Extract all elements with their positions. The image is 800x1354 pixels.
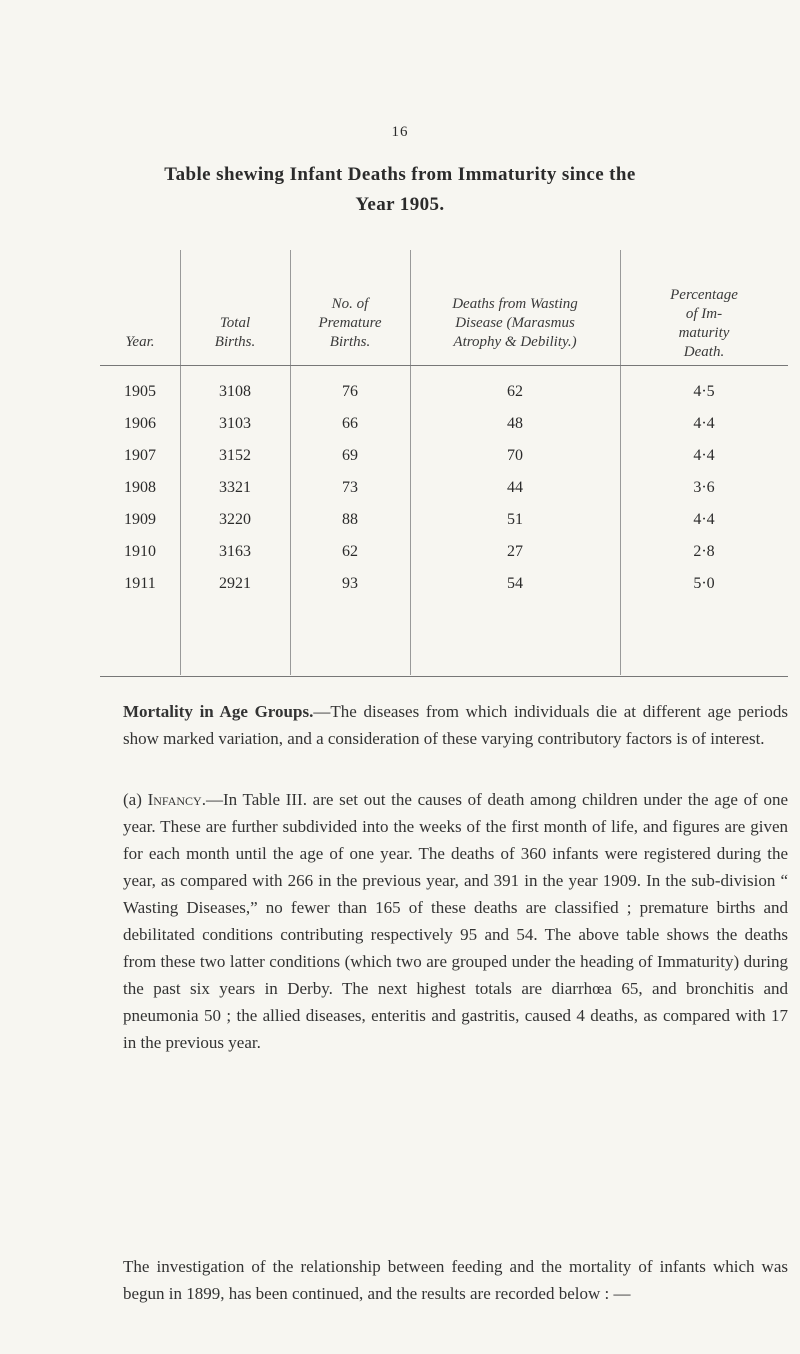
table-title-line-2: Year 1905. — [355, 194, 445, 215]
header-wasting-deaths: Deaths from Wasting Disease (Marasmus Atrophy & Debility.) — [452, 296, 578, 350]
table-row: 1908 3321 73 44 3·6 — [124, 479, 715, 496]
table-row: 1910 3163 62 27 2·8 — [124, 543, 715, 560]
header-year: Year. — [125, 334, 155, 350]
header-rule — [100, 365, 788, 366]
subsection-label: (a) — [123, 790, 148, 809]
table-row: 1909 3220 88 51 4·4 — [124, 511, 715, 528]
header-total-births: Total Births. — [214, 315, 256, 350]
paragraph-infancy — [123, 786, 788, 1056]
table-bottom-rule — [100, 676, 788, 677]
subsection-heading: Infancy. — [147, 790, 206, 809]
header-percentage: Percentage of Im- maturity Death. — [670, 287, 738, 360]
header-premature-births: No. of Premature Births. — [318, 296, 382, 350]
paragraph-text: —The diseases from which individuals die at different age periods show marked variation, and a consideration of these varying contributory factors is of interest. — [123, 702, 788, 748]
paragraph-text: The investigation of the relationship between feeding and the mortality of infants which was begun in 1899, has been continued, and the results are recorded below : — — [123, 1257, 788, 1303]
paragraph-text: —In Table III. are set out the causes of death among children under the age of one year. These are further subdivided into the weeks of the first month of life, and figures are given for each month until the age of one year. The deaths of 360 infants were registered during the year, as compared with 266 in the previous year, and 391 in the year 1909. In the sub-division “ Wasting Diseases,” no fewer than 165 of these deaths are classified ; premature births and debilitated conditions contributing respectively 95 and 54. The above table shows the deaths from these two latter conditions (which two are grouped under the heading of Immaturity) during the past six years in Derby. The next highest totals are diarrhœa 65, and bronchitis and pneumonia 50 ; the allied diseases, enteritis and gastritis, caused 4 deaths, as compared with 17 in the previous year. — [123, 790, 788, 1052]
immaturity-table — [100, 250, 788, 362]
table-title-line-1: Table shewing Infant Deaths from Immaturity since the — [164, 164, 636, 185]
section-heading: Mortality in Age Groups. — [123, 702, 314, 721]
table-row: 1906 3103 66 48 4·4 — [124, 415, 715, 432]
page-number: 16 — [391, 124, 409, 140]
table-header-row — [100, 250, 788, 362]
paragraph-age-groups — [123, 698, 788, 752]
paragraph-feeding — [123, 1253, 788, 1307]
table-row: 1907 3152 69 70 4·4 — [124, 447, 715, 464]
table-title — [0, 160, 800, 220]
table-row: 1911 2921 93 54 5·0 — [124, 575, 715, 592]
table-row: 1905 3108 76 62 4·5 — [124, 383, 715, 400]
